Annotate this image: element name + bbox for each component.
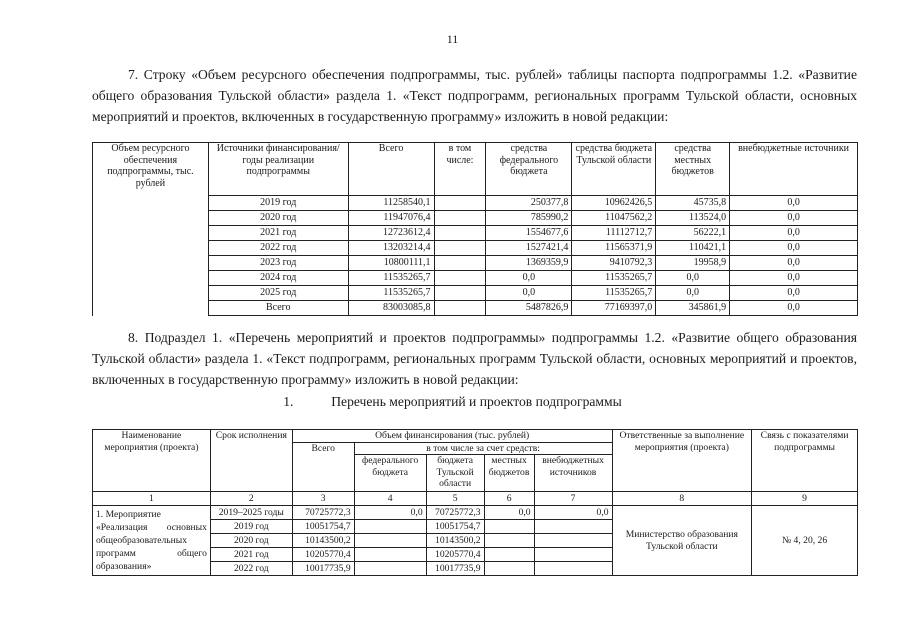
- cell-year: 2025 год: [208, 286, 348, 301]
- cell-federal: [354, 520, 426, 534]
- header-local: средства местных бюджетов: [656, 143, 730, 196]
- header-incl: в том числе за счет средств:: [354, 442, 612, 455]
- cell-incl: [434, 226, 486, 241]
- cell-extrabudget: 0,0: [730, 196, 858, 211]
- header-regional: средства бюджета Тульской области: [572, 143, 656, 196]
- header-responsible: Ответственные за выполнение мероприятия (проекта): [612, 430, 752, 492]
- cell-total: 11535265,7: [348, 286, 434, 301]
- cell-regional: 10962426,5: [572, 196, 656, 211]
- cell-total: 11258540,1: [348, 196, 434, 211]
- cell-extrabudget: [534, 548, 612, 562]
- cell-federal: 5487826,9: [486, 301, 572, 316]
- header-total: Всего: [348, 143, 434, 196]
- cell-total: 13203214,4: [348, 241, 434, 256]
- cell-local: [484, 534, 534, 548]
- activity-name-line: общеобразовательных: [96, 535, 187, 546]
- cell-federal: 1527421,4: [486, 241, 572, 256]
- section-number: 1.: [283, 394, 294, 409]
- column-index: 1: [93, 492, 211, 506]
- cell-extrabudget: 0,0: [730, 271, 858, 286]
- cell-local: 0,0: [484, 506, 534, 520]
- column-index-row: [93, 492, 858, 506]
- cell-regional: 11047562,2: [572, 211, 656, 226]
- cell-federal: [354, 548, 426, 562]
- cell-local: [484, 562, 534, 576]
- cell-extrabudget: [534, 520, 612, 534]
- cell-federal: 0,0: [486, 271, 572, 286]
- column-index: 2: [210, 492, 292, 506]
- cell-term: 2021 год: [210, 548, 292, 562]
- column-index: 7: [534, 492, 612, 506]
- column-index: 6: [484, 492, 534, 506]
- cell-term: 2022 год: [210, 562, 292, 576]
- cell-local: 345861,9: [656, 301, 730, 316]
- column-index: 5: [426, 492, 484, 506]
- header-federal: федерального бюджета: [354, 455, 426, 492]
- cell-federal: 0,0: [486, 286, 572, 301]
- header-federal: средства федерального бюджета: [486, 143, 572, 196]
- section-title: Перечень мероприятий и проектов подпрограммы: [331, 394, 622, 409]
- cell-total: 70725772,3: [292, 506, 354, 520]
- cell-total: 10800111,1: [348, 256, 434, 271]
- cell-extrabudget: [534, 534, 612, 548]
- cell-incl: [434, 301, 486, 316]
- paragraph-item-8: 8. Подраздел 1. «Перечень мероприятий и проектов подпрограммы» подпрограммы 1.2. «Развитие общего образования Тульской области» раздела 1. «Текст подпрограмм, региональных программ Тульской области, основных мероприятий и проектов, включенных в государственную программу» изложить в новой редакции:: [92, 330, 857, 387]
- resource-table-header: [93, 143, 858, 196]
- cell-federal: 1554677,6: [486, 226, 572, 241]
- cell-regional: 10205770,4: [426, 548, 484, 562]
- header-regional: бюджета Тульской области: [426, 455, 484, 492]
- cell-total: 10143500,2: [292, 534, 354, 548]
- section-heading: [0, 394, 905, 410]
- cell-regional: 10143500,2: [426, 534, 484, 548]
- header-extrabudget: внебюджетных источников: [534, 455, 612, 492]
- cell-extrabudget: [534, 562, 612, 576]
- header-volume: Объем финансирования (тыс. рублей): [292, 430, 612, 443]
- cell-regional: 11535265,7: [572, 286, 656, 301]
- cell-total: 10051754,7: [292, 520, 354, 534]
- cell-local: 113524,0: [656, 211, 730, 226]
- header-incl: в том числе:: [434, 143, 486, 196]
- cell-extrabudget: 0,0: [730, 241, 858, 256]
- cell-incl: [434, 211, 486, 226]
- activity-name-line: программ общего: [96, 548, 207, 559]
- cell-local: 19958,9: [656, 256, 730, 271]
- cell-local: 0,0: [656, 286, 730, 301]
- cell-extrabudget: 0,0: [730, 286, 858, 301]
- cell-total: 10205770,4: [292, 548, 354, 562]
- cell-regional: 10051754,7: [426, 520, 484, 534]
- cell-local: 45735,8: [656, 196, 730, 211]
- header-extrabudget: внебюджетные источники: [730, 143, 858, 196]
- cell-local: [484, 548, 534, 562]
- cell-local: 110421,1: [656, 241, 730, 256]
- cell-year: 2020 год: [208, 211, 348, 226]
- cell-regional: 70725772,3: [426, 506, 484, 520]
- page-number: 11: [446, 32, 459, 46]
- cell-link: № 4, 20, 26: [752, 506, 858, 576]
- header-name: Наименование мероприятия (проекта): [93, 430, 211, 492]
- cell-federal: 1369359,9: [486, 256, 572, 271]
- column-index: 4: [354, 492, 426, 506]
- cell-total: 11535265,7: [348, 271, 434, 286]
- column-index: 3: [292, 492, 354, 506]
- header-local: местных бюджетов: [484, 455, 534, 492]
- cell-total: 83003085,8: [348, 301, 434, 316]
- cell-regional: 77169397,0: [572, 301, 656, 316]
- activity-name-line: «Реализация основных: [96, 522, 207, 533]
- cell-regional: 11535265,7: [572, 271, 656, 286]
- cell-year: 2019 год: [208, 196, 348, 211]
- cell-regional: 10017735,9: [426, 562, 484, 576]
- cell-incl: [434, 196, 486, 211]
- cell-incl: [434, 286, 486, 301]
- cell-term: 2019 год: [210, 520, 292, 534]
- cell-incl: [434, 256, 486, 271]
- cell-term: 2020 год: [210, 534, 292, 548]
- cell-local: [484, 520, 534, 534]
- header-sources: Источники финансирования/годы реализации подпрограммы: [208, 143, 348, 196]
- header-term: Срок исполнения: [210, 430, 292, 492]
- cell-federal: [354, 534, 426, 548]
- cell-extrabudget: 0,0: [730, 301, 858, 316]
- cell-extrabudget: 0,0: [730, 226, 858, 241]
- cell-extrabudget: 0,0: [730, 256, 858, 271]
- table-row: [93, 506, 858, 520]
- cell-incl: [434, 271, 486, 286]
- cell-local: 56222,1: [656, 226, 730, 241]
- cell-local: 0,0: [656, 271, 730, 286]
- cell-federal: 0,0: [354, 506, 426, 520]
- header-total: Всего: [292, 442, 354, 492]
- cell-extrabudget: 0,0: [534, 506, 612, 520]
- cell-total: 10017735,9: [292, 562, 354, 576]
- cell-regional: 9410792,3: [572, 256, 656, 271]
- cell-year: 2022 год: [208, 241, 348, 256]
- row-label: Объем ресурсного обеспечения подпрограммы, тыс. рублей: [93, 143, 209, 316]
- paragraph-item-7: 7. Строку «Объем ресурсного обеспечения подпрограммы, тыс. рублей» таблицы паспорта подпрограммы 1.2. «Развитие общего образования Тульской области» раздела 1. «Текст подпрограмм, региональных программ Тульской области, основных мероприятий и проектов, включенных в государственную программу» изложить в новой редакции:: [92, 67, 857, 124]
- cell-federal: 250377,8: [486, 196, 572, 211]
- activity-name: [93, 506, 211, 576]
- cell-total: 11947076,4: [348, 211, 434, 226]
- cell-regional: 11112712,7: [572, 226, 656, 241]
- resource-table: [92, 142, 858, 316]
- activity-name-line: образования»: [96, 561, 152, 572]
- cell-federal: [354, 562, 426, 576]
- cell-year: 2024 год: [208, 271, 348, 286]
- activity-name-line: 1. Мероприятие: [96, 509, 161, 520]
- cell-year: 2023 год: [208, 256, 348, 271]
- cell-regional: 11565371,9: [572, 241, 656, 256]
- header-row-1: [93, 430, 858, 443]
- cell-term: 2019–2025 годы: [210, 506, 292, 520]
- column-index: 9: [752, 492, 858, 506]
- cell-incl: [434, 241, 486, 256]
- cell-responsible: Министерство образования Тульской области: [612, 506, 752, 576]
- cell-total: 12723612,4: [348, 226, 434, 241]
- cell-extrabudget: 0,0: [730, 211, 858, 226]
- column-index: 8: [612, 492, 752, 506]
- cell-year: 2021 год: [208, 226, 348, 241]
- cell-year: Всего: [208, 301, 348, 316]
- activities-table: [92, 429, 858, 576]
- cell-federal: 785990,2: [486, 211, 572, 226]
- header-link: Связь с показателями подпрограммы: [752, 430, 858, 492]
